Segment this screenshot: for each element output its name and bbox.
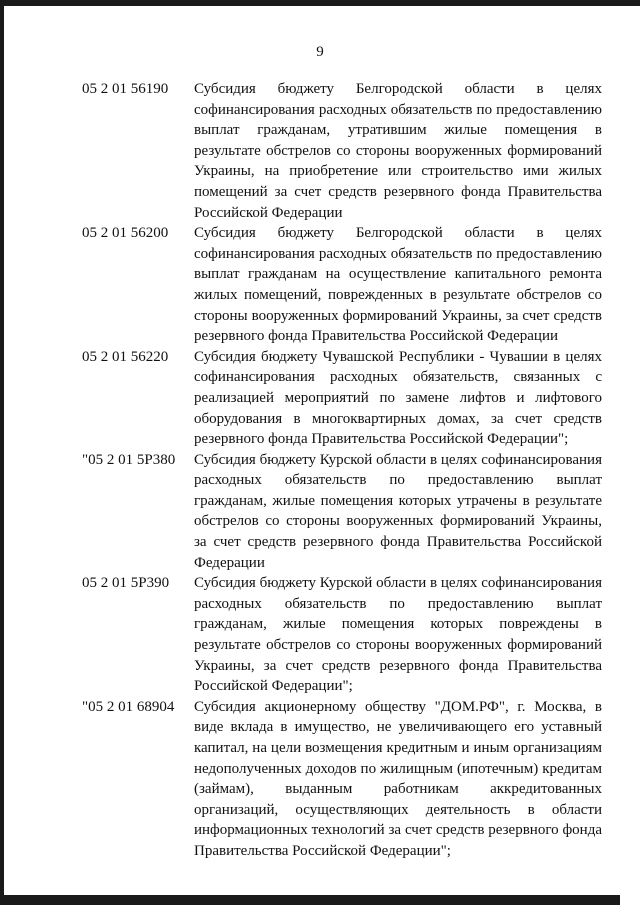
entry-description: Субсидия бюджету Чувашской Республики - Чувашии в целях софинансирования расходных обязательств, связанных с реализацией мероприятий по замене лифтов и лифтового оборудования в многоквартирных домах, за счет средств резервного фонда Правительства Российской Федерации"; [194, 348, 602, 448]
list-item [82, 697, 602, 862]
budget-code: 05 2 01 56220 [82, 348, 169, 365]
budget-code: "05 2 01 68904 [82, 698, 175, 715]
scan-border-bottom [0, 895, 620, 905]
budget-code: 05 2 01 56200 [82, 225, 169, 242]
list-item [82, 450, 602, 574]
list-item [82, 223, 602, 347]
page-number: 9 [316, 44, 324, 60]
scan-border-top [0, 0, 640, 6]
scan-border-left [0, 0, 4, 905]
entry-description: Субсидия бюджету Белгородской области в целях софинансирования расходных обязательств по предоставлению выплат гражданам на осуществление капитального ремонта жилых помещений, поврежденных в результате обстрелов со стороны вооруженных формирований Украины, за счет средств резервного фонда Правительства Российской Федерации [194, 225, 602, 345]
budget-code-list [82, 79, 602, 862]
entry-description: Субсидия бюджету Белгородской области в целях софинансирования расходных обязательств по предоставлению выплат гражданам, утратившим жилые помещения в результате обстрелов со стороны вооруженных формирований Украины, на приобретение или строительство ими жилых помещений за счет средств резервного фонда Правительства Российской Федерации [194, 81, 602, 221]
entry-description: Субсидия акционерному обществу "ДОМ.РФ", г. Москва, в виде вклада в имущество, не увеличивающего его уставный капитал, на цели возмещения кредитным и иным организациям недополученных доходов по жилищным (ипотечным) кредитам (займам), выданным работникам аккредитованных организаций, осуществляющих деятельность в области информационных технологий за счет средств резервного фонда Правительства Российской Федерации"; [194, 698, 602, 859]
budget-code: 05 2 01 56190 [82, 81, 169, 97]
entry-description: Субсидия бюджету Курской области в целях софинансирования расходных обязательств по предоставлению выплат гражданам, жилые помещения которых утрачены в результате обстрелов со стороны вооруженных формирований Украины, за счет средств резервного фонда Правительства Российской Федерации [194, 451, 602, 571]
entry-description: Субсидия бюджету Курской области в целях софинансирования расходных обязательств по предоставлению выплат гражданам, жилые помещения которых повреждены в результате обстрелов со стороны вооруженных формирований Украины, за счет средств резервного фонда Правительства Российской Федерации"; [194, 575, 602, 695]
budget-code: 05 2 01 5Р390 [82, 575, 170, 592]
list-item [82, 79, 602, 223]
list-item [82, 347, 602, 450]
budget-code: "05 2 01 5Р380 [82, 451, 176, 468]
list-item [82, 573, 602, 697]
